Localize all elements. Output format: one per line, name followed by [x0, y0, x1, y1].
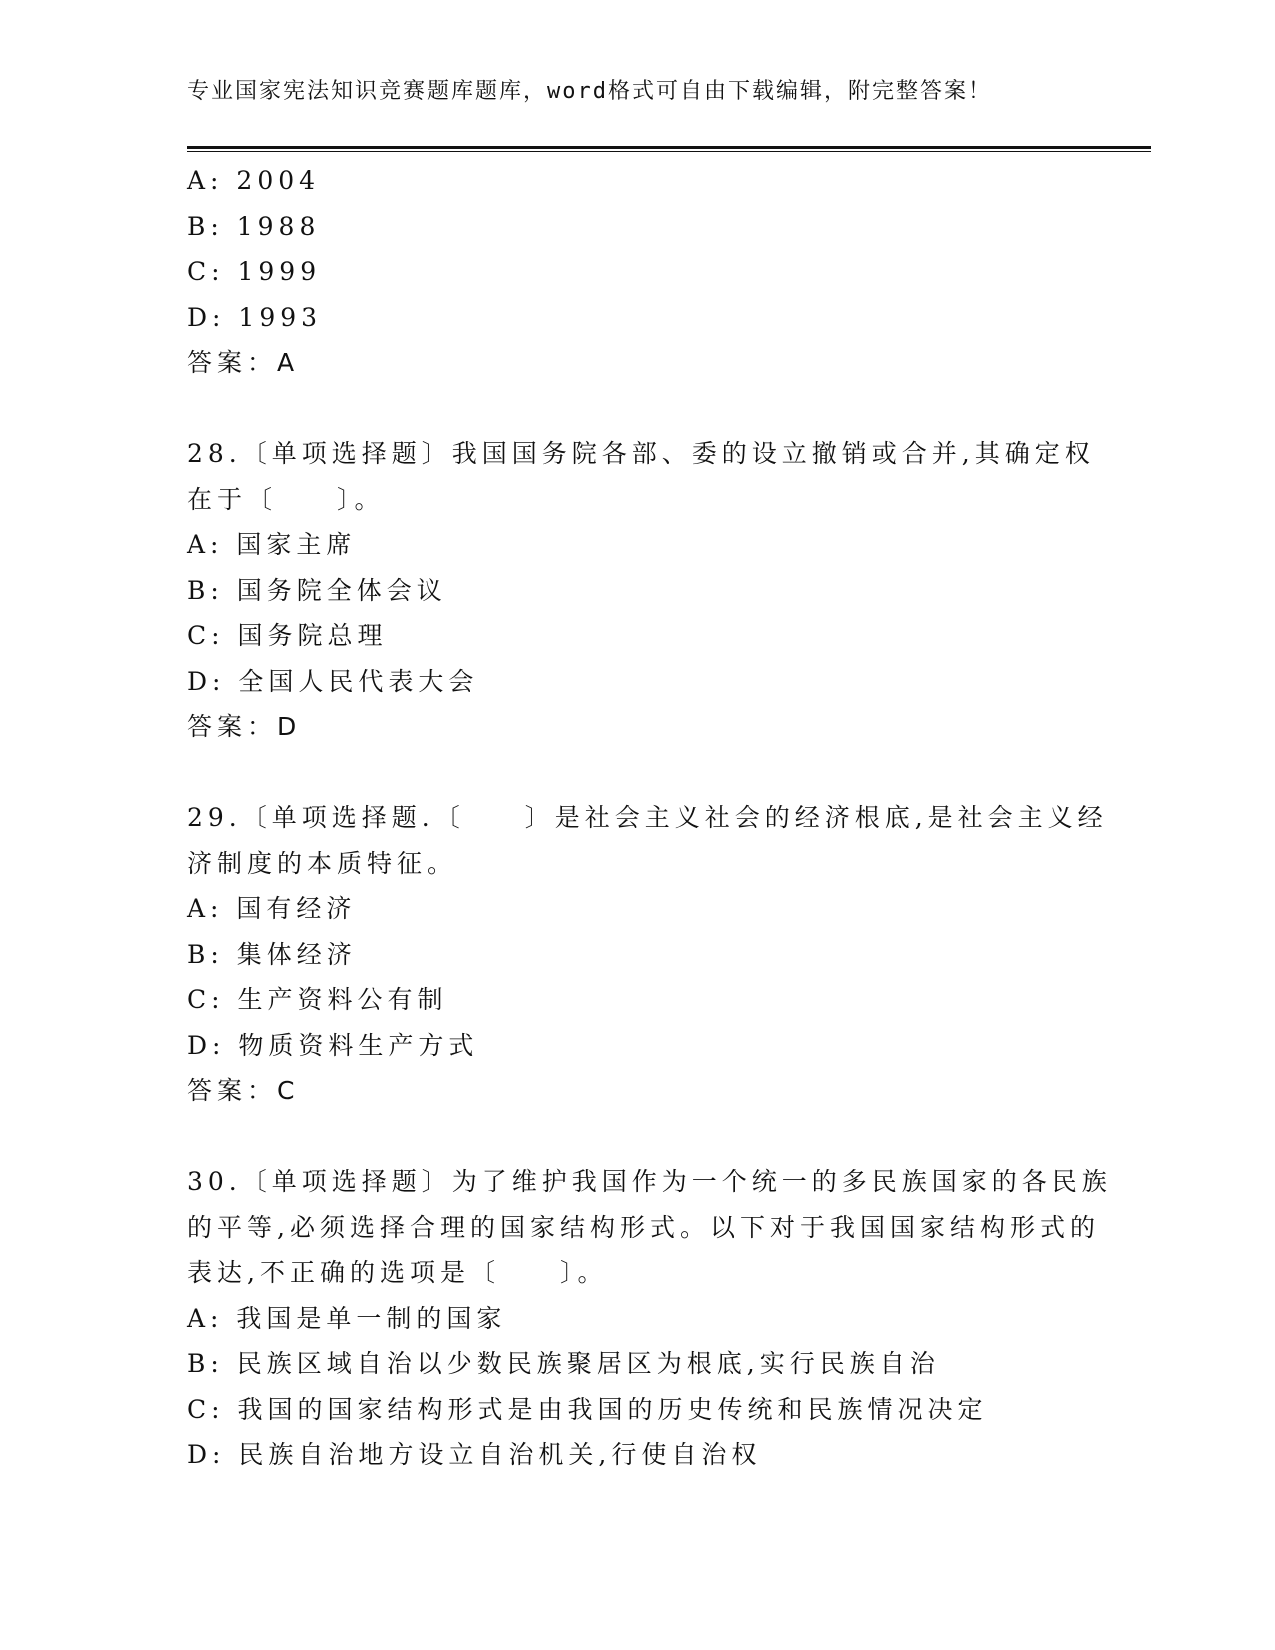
option-c: C: 生产资料公有制 — [187, 985, 448, 1014]
page-header: 专业国家宪法知识竞赛题库题库，word格式可自由下载编辑，附完整答案！ — [187, 79, 992, 104]
option-c: C: 我国的国家结构形式是由我国的历史传统和民族情况决定 — [187, 1394, 988, 1424]
option-d: D: 1993 — [187, 302, 323, 332]
question-28 — [187, 431, 1095, 750]
option-d: D: 物质资料生产方式 — [187, 1030, 479, 1060]
header-rule-thick — [187, 146, 1151, 149]
question-27 — [187, 158, 1087, 386]
question-stem-line: 29.〔单项选择题.〔 〕是社会主义社会的经济根底,是社会主义经 — [187, 803, 1108, 832]
question-content — [187, 158, 1112, 1478]
question-stem-line: 的平等,必须选择合理的国家结构形式。以下对于我国国家结构形式的 — [187, 1212, 1100, 1242]
answer: 答案：A — [187, 348, 300, 377]
answer: 答案：C — [187, 1076, 300, 1105]
option-b: B: 1988 — [187, 211, 321, 241]
spacer — [187, 386, 1087, 432]
spacer — [187, 750, 1087, 796]
question-29 — [187, 795, 1108, 1114]
answer: 答案：D — [187, 712, 302, 741]
option-a: A: 国家主席 — [187, 530, 357, 559]
question-stem-line: 在于〔 〕。 — [187, 484, 385, 514]
spacer — [187, 1114, 1087, 1160]
option-b: B: 民族区域自治以少数民族聚居区为根底,实行民族自治 — [187, 1349, 940, 1378]
option-a: A: 我国是单一制的国家 — [187, 1303, 507, 1333]
question-stem-line: 28.〔单项选择题〕我国国务院各部、委的设立撤销或合并,其确定权 — [187, 439, 1095, 468]
header-rule-thin — [187, 151, 1151, 152]
option-d: D: 民族自治地方设立自治机关,行使自治权 — [187, 1440, 762, 1469]
question-30 — [187, 1159, 1112, 1478]
option-b: B: 集体经济 — [187, 939, 357, 969]
question-stem-line: 30.〔单项选择题〕为了维护我国作为一个统一的多民族国家的各民族 — [187, 1167, 1112, 1196]
option-c: C: 国务院总理 — [187, 621, 388, 650]
option-d: D: 全国人民代表大会 — [187, 666, 479, 696]
question-stem-line: 济制度的本质特征。 — [187, 848, 458, 878]
option-b: B: 国务院全体会议 — [187, 575, 447, 605]
option-c: C: 1999 — [187, 257, 322, 286]
option-a: A: 2004 — [187, 166, 321, 195]
question-stem-line: 表达,不正确的选项是〔 〕。 — [187, 1258, 608, 1287]
option-a: A: 国有经济 — [187, 894, 357, 923]
